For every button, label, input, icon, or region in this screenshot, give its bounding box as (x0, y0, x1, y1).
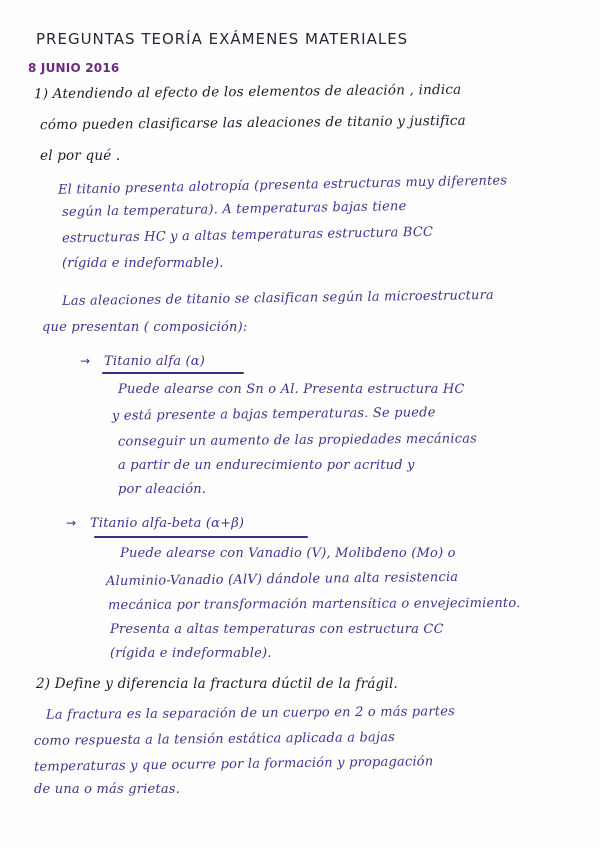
alpha-line-5: por aleación. (118, 482, 207, 497)
answer-1-intro-line-2: según la temperatura). A temperaturas bajas tiene (61, 198, 407, 221)
alpha-line-1: Puede alearse con Sn o Al. Presenta estructura HC (118, 382, 465, 397)
answer-1-classification-line-1: Las aleaciones de titanio se clasifican según la microestructura (61, 287, 495, 310)
question-1-line-3: el por qué . (40, 148, 121, 164)
alpha-beta-heading: Titanio alfa-beta (α+β) (90, 516, 245, 531)
question-1-line-1: 1) Atendiendo al efecto de los elementos de aleación , indica (33, 81, 462, 103)
answer-2-line-1: La fractura es la separación de un cuerpo en 2 o más partes (45, 704, 456, 723)
alpha-beta-line-4: Presenta a altas temperaturas con estructura CC (110, 622, 444, 637)
alpha-beta-line-3: mecánica por transformación martensítica o envejecimiento. (107, 595, 521, 614)
alpha-line-2: y está presente a bajas temperaturas. Se puede (111, 405, 436, 424)
arrow-icon: → (66, 516, 77, 530)
answer-1-classification-line-2: que presentan ( composición): (42, 320, 248, 335)
alpha-line-4: a partir de un endurecimiento por acritud y (118, 458, 415, 473)
alpha-line-3: conseguir un aumento de las propiedades mecánicas (117, 431, 478, 450)
alpha-beta-heading-underline (94, 536, 308, 538)
alpha-beta-line-1: Puede alearse con Vanadio (V), Molibdeno (Mo) o (120, 546, 456, 561)
answer-2-line-4: de una o más grietas. (34, 782, 180, 797)
alpha-heading-underline (102, 372, 244, 374)
answer-2-line-2: como respuesta a la tensión estática aplicada a bajas (33, 730, 396, 749)
alpha-heading: Titanio alfa (α) (104, 354, 206, 369)
question-1-line-2: cómo pueden clasificarse las aleaciones de titanio y justifica (39, 112, 466, 134)
page-title: PREGUNTAS TEORÍA EXÁMENES MATERIALES (36, 30, 409, 48)
answer-1-intro-line-3: estructuras HC y a altas temperaturas estructura BCC (61, 224, 434, 247)
answer-2-line-3: temperaturas y que ocurre por la formación y propagación (33, 754, 434, 775)
alpha-beta-line-2: Aluminio-Vanadio (AlV) dándole una alta resistencia (105, 569, 459, 590)
alpha-beta-line-5: (rígida e indeformable). (110, 646, 272, 661)
answer-1-intro-line-1: El titanio presenta alotropía (presenta estructuras muy diferentes (57, 173, 508, 198)
date-label: 8 JUNIO 2016 (28, 61, 120, 75)
answer-1-intro-line-4: (rígida e indeformable). (62, 256, 224, 271)
arrow-icon: → (80, 354, 91, 368)
question-2: 2) Define y diferencia la fractura dúctil de la frágil. (36, 676, 398, 692)
